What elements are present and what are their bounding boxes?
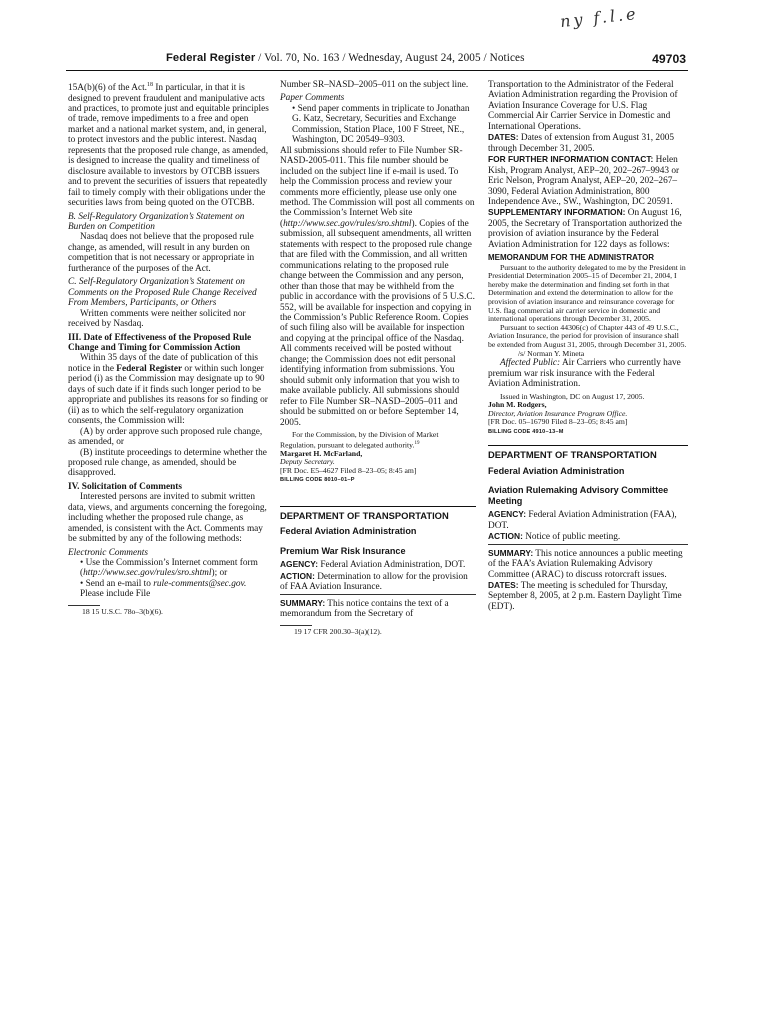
footnote: 18 15 U.S.C. 78o–3(b)(6).: [82, 606, 163, 616]
summary-field: [488, 548, 688, 580]
affected-public: [488, 358, 688, 389]
text: This notice contains the text of a memorandum from the Secretary of: [280, 598, 449, 620]
paragraph: (B) institute proceedings to determine whether the proposed rule change, as amended, should be disapproved.: [68, 447, 267, 479]
subheading: C. Self-Regulatory Organization’s Statement on Comments on the Proposed Rule Change Received From Members, Participants, or Others: [68, 277, 257, 309]
text: On August 16, 2005, the Secretary of Transportation authorized the provision of aviation insurance by the Federal Aviation Administration for 122 days as follows:: [488, 208, 682, 250]
paragraph: Interested persons are invited to submit written data, views, and arguments concerning the foregoing, including whether the proposed rule change, as amended, is consistent with the Act. Comments may be submitted by any of the following methods:: [68, 492, 267, 545]
label: Affected Public:: [500, 358, 561, 369]
column-3: [488, 80, 688, 612]
subheading: B. Self-Regulatory Organization’s Statement on Burden on Competition: [68, 211, 245, 232]
text: Dates of extension from August 31, 2005 through December 31, 2005.: [488, 133, 675, 154]
paragraph: Transportation to the Administrator of the Federal Aviation Administration regarding the Provision of Aviation Insurance Coverage for U.S. Flag Commercial Air Carrier Service in Domestic and International Operations.: [488, 80, 678, 132]
document-title: Aviation Rulemaking Advisory Committee Meeting: [488, 485, 669, 506]
field-label: AGENCY:: [280, 559, 318, 570]
billing-code: BILLING CODE 4910–13–M: [488, 428, 564, 435]
header-title-rest: / Vol. 70, No. 163 / Wednesday, August 24, 2005 / Notices: [255, 52, 525, 64]
contact-field: [488, 154, 688, 207]
paragraph: [68, 80, 272, 209]
text: In particular, in that it is designed to prevent fraudulent and manipulative acts and practices, to promote just and equitable principles of trade, remove impediments to a free and open market and a national market system, and, in general, to protect investors and the public interest. Nasdaq represents that the proposed rule change, as amended, is designed to increase the quality and timeliness of disclosure available to investors by OTCBB issuers and to prevent the securities of issuers that repeatedly fail to timely comply with their obligations under the securities laws from being quoted on the OTCBB.: [68, 83, 269, 209]
page-header: [66, 52, 688, 71]
link[interactable]: http://www.sec.gov/rules/sro.shtml: [83, 568, 212, 579]
field-label: SUMMARY:: [488, 547, 534, 558]
issued-line: Issued in Washington, DC on August 17, 2005.: [500, 391, 645, 401]
text: ); or: [211, 568, 228, 579]
text: This notice announces a public meeting of the FAA’s Aviation Rulemaking Advisory Committee (ARAC) to discuss rotorcraft issues.: [488, 548, 683, 580]
section-heading: IV. Solicitation of Comments: [68, 481, 182, 492]
subheading: Electronic Comments: [68, 547, 148, 558]
field-label: SUPPLEMENTARY INFORMATION:: [488, 207, 626, 218]
footnote-divider: [68, 605, 100, 606]
field-label: ACTION:: [488, 531, 523, 542]
supplementary-field: [488, 207, 688, 250]
text: Please include File: [80, 589, 151, 600]
memo-paragraph: Pursuant to the authority delegated to me by the President in Presidential Determination 2005–15 of December 21, 2004, I hereby make the determination and finding set forth in that Determination and extend the determination to allow for the provision of aviation insurance and reinsurance coverage for U.S. flag commercial air carrier service in domestic and international operations through December 31, 2005.: [488, 262, 686, 324]
memo-paragraph: Pursuant to section 44306(c) of Chapter 443 of 49 U.S.C., Aviation Insurance, the period for provision of insurance shall be extended from August 31, 2005, through December 31, 2005.: [488, 322, 687, 350]
field-label: ACTION:: [280, 570, 315, 581]
text: Determination to allow for the provision of FAA Aviation Insurance.: [280, 571, 468, 593]
paragraph: (A) by order approve such proposed rule change, as amended, or: [68, 426, 263, 448]
footnote-ref: 19: [414, 440, 420, 446]
footnote: 19 17 CFR 200.30–3(a)(12).: [294, 626, 382, 636]
text: Helen Kish, Program Analyst, AEP–20, 202–267–9943 or Eric Nelson, Program Analyst, AEP–20, 202–267–3090, Federal Aviation Administration, 800 Independence Ave., SW., Washington, DC 20591.: [488, 155, 680, 207]
action-field: [280, 571, 476, 595]
paragraph: [280, 431, 476, 450]
text: Notice of public meeting.: [522, 532, 621, 543]
email-link[interactable]: rule-comments@sec.gov.: [153, 578, 247, 589]
action-field: [488, 531, 688, 544]
fr-doc: [FR Doc. 05–16790 Filed 8–23–05; 8:45 am]: [488, 417, 628, 427]
handwritten-annotation: ny f.l.e: [559, 3, 640, 32]
signature-title: Director, Aviation Insurance Program Office.: [488, 408, 628, 418]
paragraph: [280, 146, 476, 428]
field-label: DATES:: [488, 132, 519, 143]
signature-title: Deputy Secretary.: [280, 457, 335, 467]
memo-signature: /s/ Norman Y. Mineta: [518, 348, 585, 358]
text: Within 35 days of the date of publication of this notice in the: [68, 353, 259, 374]
text: Federal Aviation Administration (FAA), DOT.: [488, 510, 677, 531]
paragraph: Nasdaq does not believe that the proposed rule change, as amended, will result in any burden on competition that is not necessary or appropriate in furtherance of the purposes of the Act.: [68, 232, 255, 274]
list-item: [68, 558, 272, 579]
text: The meeting is scheduled for Thursday, September 8, 2005, at 2 p.m. Eastern Daylight Time (EDT).: [488, 580, 682, 612]
header-title: [166, 52, 525, 64]
list-item: • Send paper comments in triplicate to Jonathan G. Katz, Secretary, Securities and Exchange Commission, Station Place, 100 F Street, NE., Washington, DC 20549–9303.: [292, 103, 470, 146]
subheading: Paper Comments: [280, 93, 345, 104]
fr-doc: [FR Doc. E5–4627 Filed 8–23–05; 8:45 am]: [280, 465, 417, 475]
document-title: Premium War Risk Insurance: [280, 545, 406, 556]
footnote-ref: 18: [147, 82, 154, 88]
field-label: DATES:: [488, 579, 519, 590]
signature-name: John M. Rodgers,: [488, 400, 547, 410]
bold-text: Federal Register: [116, 363, 183, 374]
page-number: 49703: [652, 52, 686, 66]
text: • Send an e-mail to: [80, 578, 154, 589]
column-1: [68, 80, 272, 616]
department-heading: DEPARTMENT OF TRANSPORTATION: [488, 445, 688, 460]
summary-field: [280, 598, 476, 620]
memorandum-heading: MEMORANDUM FOR THE ADMINISTRATOR: [488, 253, 655, 263]
agency-heading: Federal Aviation Administration: [280, 526, 417, 537]
link[interactable]: http://www.sec.gov/rules/sro.shtml: [283, 218, 412, 229]
footnote-divider: [280, 625, 312, 626]
text: or within such longer period (i) as the Commission may designate up to 90 days of such date if it finds such longer period to be appropriate and publishes its reasons for so finding or (ii) as to which the self-regulatory organization consents, the Commission will:: [68, 363, 268, 427]
text: Federal Aviation Administration, DOT.: [318, 560, 466, 571]
section-heading: III. Date of Effectiveness of the Proposed Rule Change and Timing for Commission Action: [68, 332, 252, 353]
field-label: AGENCY:: [488, 509, 526, 520]
dates-field: [488, 132, 688, 154]
paragraph: Written comments were neither solicited nor received by Nasdaq.: [68, 308, 246, 330]
text: • Use the Commission’s Internet comment form (: [80, 558, 258, 579]
text: ). Copies of the submission, all subsequent amendments, all written statements with respect to the proposed rule change that are filed with the Commission, and all written communications relating to the proposed rule change between the Commission and any person, other than those that may be withheld from the public in accordance with the provisions of 5 U.S.C. 552, will be available for inspection and copying in the Commission’s Public Reference Room. Copies of such filing also will be available for inspection and copying at the principal office of the Nasdaq. All comments received will be posted without change; the Commission does not edit personal identifying information from submissions. You should submit only information that you wish to make available publicly. All submissions should refer to File Number SR–NASD–2005–011 and should be submitted on or before September 14, 2005.: [280, 218, 475, 428]
column-2: [280, 80, 476, 636]
text: 15A(b)(6) of the Act.: [68, 83, 148, 94]
dates-field: [488, 580, 688, 612]
header-title-prefix: Federal Register: [166, 52, 256, 64]
paragraph: Number SR–NASD–2005–011 on the subject line.: [280, 80, 469, 90]
text: All submissions should refer to File Number SR-NASD-2005-011. This file number should be included on the subject line if e-mail is used. To help the Commission process and review your comments more efficiently, please use only one method. The Commission will post all comments on the Commission’s Internet Web site (: [280, 145, 475, 229]
paragraph: [68, 353, 272, 426]
agency-field: [488, 509, 688, 531]
billing-code: BILLING CODE 8010–01–P: [280, 477, 355, 484]
text: For the Commission, by the Division of Market Regulation, pursuant to delegated authority.: [280, 429, 439, 450]
department-heading: DEPARTMENT OF TRANSPORTATION: [280, 506, 476, 521]
text: Air Carriers who currently have premium war risk insurance with the Federal Aviation Administration.: [488, 358, 681, 390]
signature-name: Margaret H. McFarland,: [280, 448, 363, 458]
agency-heading: Federal Aviation Administration: [488, 465, 625, 476]
list-item: [68, 579, 272, 600]
field-label: SUMMARY:: [280, 597, 326, 608]
agency-field: [280, 559, 476, 570]
field-label: FOR FURTHER INFORMATION CONTACT:: [488, 154, 654, 165]
